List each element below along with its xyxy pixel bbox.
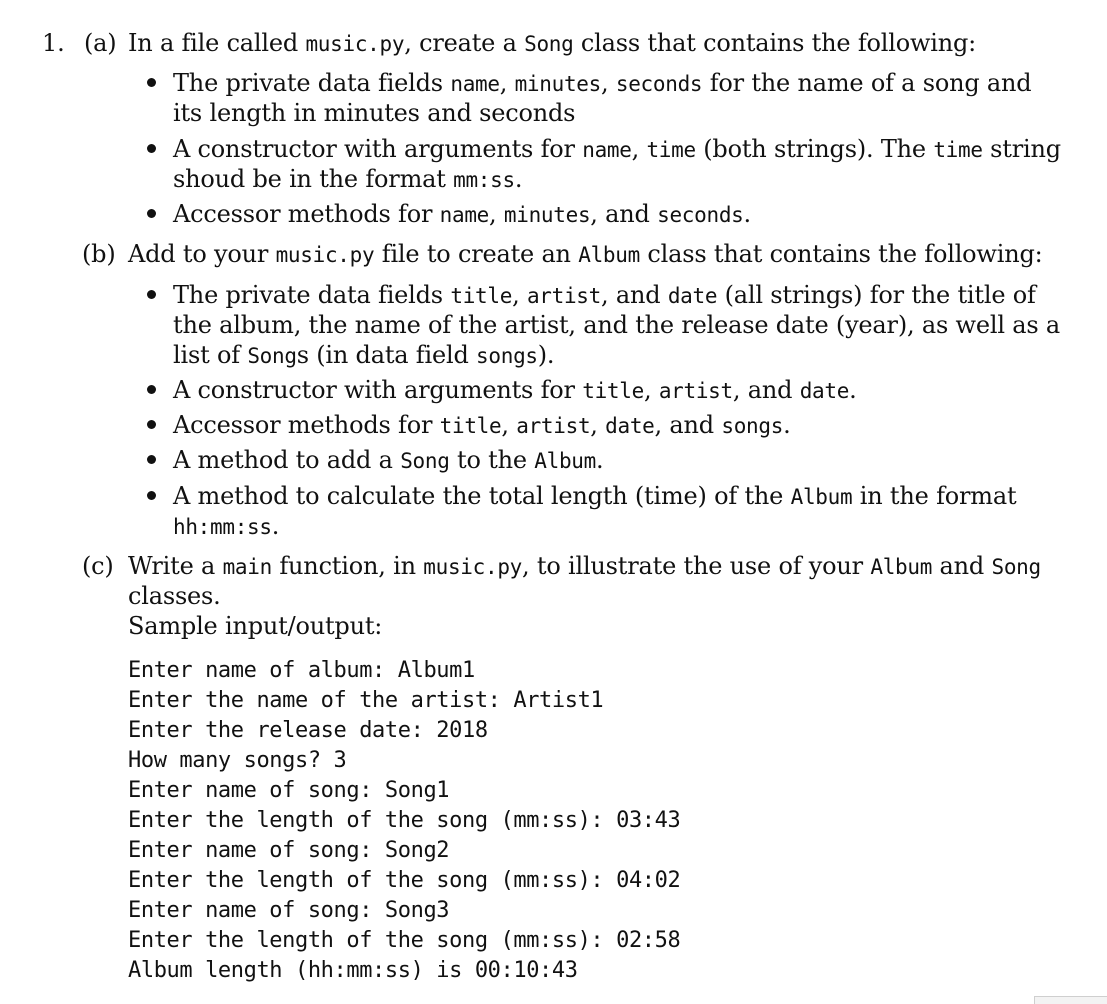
console-line: Enter the length of the song (mm:ss): 04:02 <box>128 868 681 893</box>
sample-heading: Sample input/output: <box>128 612 383 640</box>
console-line: Enter name of song: Song3 <box>128 898 450 923</box>
part-a-item-1-cont: its length in minutes and seconds <box>173 99 576 127</box>
console-line: Enter name of song: Song2 <box>128 838 450 863</box>
bullet-icon <box>147 420 156 429</box>
part-a-item-2-cont: shoud be in the format mm:ss. <box>173 165 523 193</box>
bullet-icon <box>147 78 156 87</box>
bullet-icon <box>147 385 156 394</box>
console-line: Enter name of song: Song1 <box>128 778 450 803</box>
part-b-item-1-cont: the album, the name of the artist, and the release date (year), as well as a <box>173 311 1060 339</box>
part-c-intro: Write a main function, in music.py, to illustrate the use of your Album and Song <box>128 552 1041 580</box>
part-a-intro: In a file called music.py, create a Song class that contains the following: <box>128 29 977 57</box>
part-c-label: (c) <box>82 552 114 580</box>
part-b-item-5-cont: hh:mm:ss. <box>173 512 280 540</box>
console-line: Enter the name of the artist: Artist1 <box>128 688 604 713</box>
console-line: Enter the length of the song (mm:ss): 03:43 <box>128 808 681 833</box>
part-b-intro: Add to your music.py file to create an Album class that contains the following: <box>128 240 1043 268</box>
problem-number: 1. <box>42 29 65 57</box>
part-b-item-3: Accessor methods for title, artist, date, and songs. <box>173 411 791 439</box>
part-b-item-2: A constructor with arguments for title, artist, and date. <box>173 376 857 404</box>
console-line: Enter the length of the song (mm:ss): 02:58 <box>128 928 681 953</box>
bullet-icon <box>147 290 156 299</box>
bullet-icon <box>147 209 156 218</box>
console-line: Enter name of album: Album1 <box>128 658 475 683</box>
part-a-item-1: The private data fields name, minutes, seconds for the name of a song and <box>173 69 1032 97</box>
bullet-icon <box>147 144 156 153</box>
part-a-item-3: Accessor methods for name, minutes, and seconds. <box>173 200 751 228</box>
part-b-item-4: A method to add a Song to the Album. <box>173 446 604 474</box>
bullet-icon <box>147 491 156 500</box>
part-a-item-2: A constructor with arguments for name, time (both strings). The time string <box>173 135 1061 163</box>
part-c-intro-cont: classes. <box>128 582 221 610</box>
part-a-label: (a) <box>84 29 117 57</box>
part-b-item-5: A method to calculate the total length (time) of the Album in the format <box>173 482 1017 510</box>
console-line: How many songs? 3 <box>128 748 347 773</box>
part-b-item-1: The private data fields title, artist, and date (all strings) for the title of <box>173 281 1036 309</box>
console-line: Enter the release date: 2018 <box>128 718 488 743</box>
console-line: Album length (hh:mm:ss) is 00:10:43 <box>128 958 578 983</box>
part-b-label: (b) <box>82 240 116 268</box>
bullet-icon <box>147 455 156 464</box>
part-b-item-1-cont2: list of Songs (in data field songs). <box>173 341 555 369</box>
